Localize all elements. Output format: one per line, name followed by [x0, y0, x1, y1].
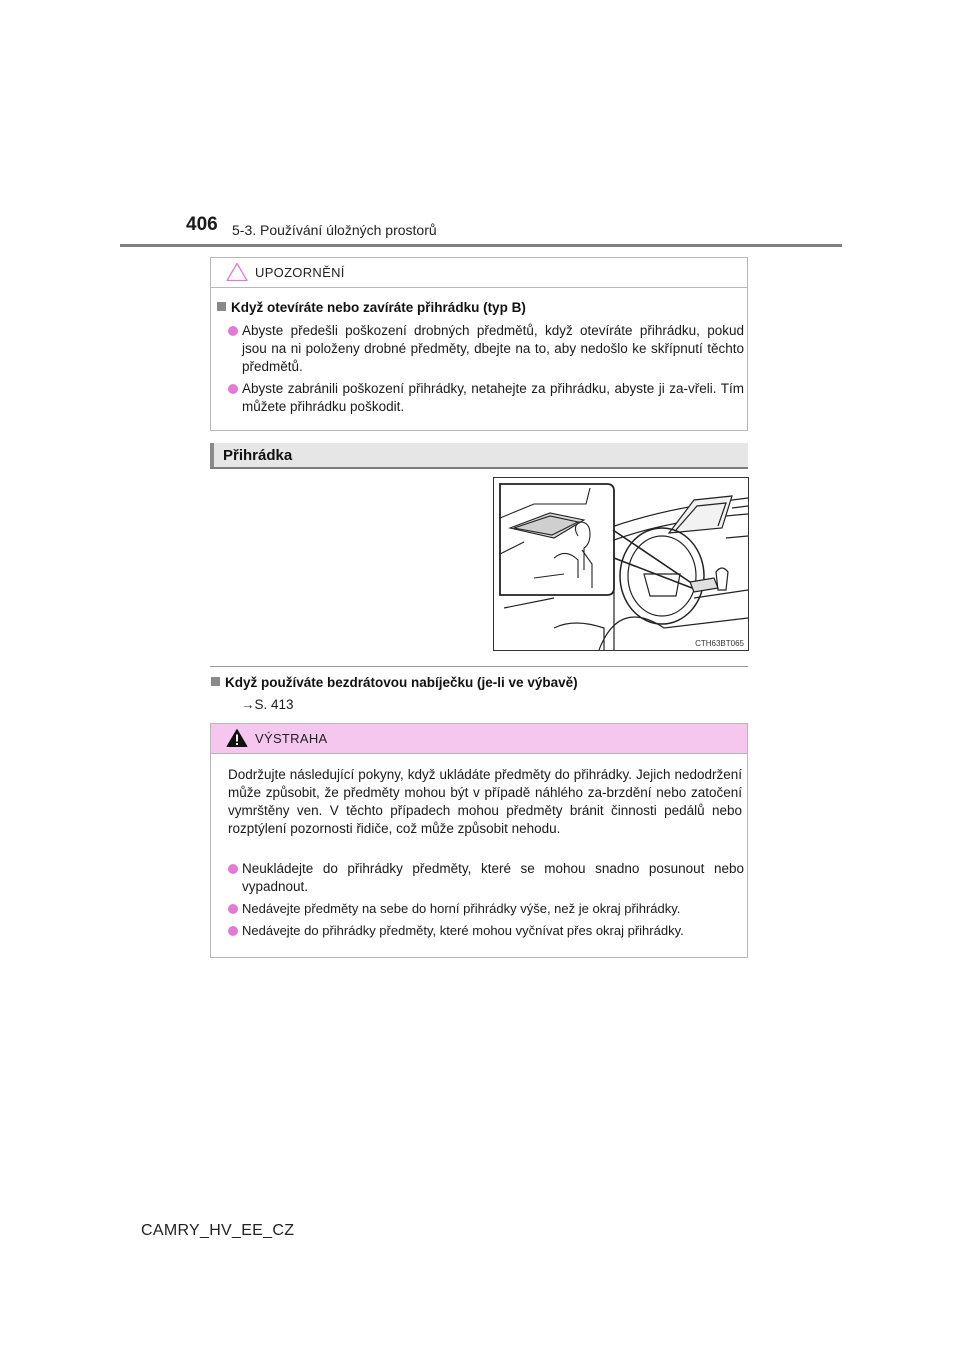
warning-label: VÝSTRAHA: [255, 731, 328, 746]
page-number: 406: [186, 214, 218, 235]
caution-header: [211, 258, 747, 288]
caution-heading: [217, 300, 526, 315]
wireless-heading-text: Když používáte bezdrátovou nabíječku (je-li ve výbavě): [225, 675, 578, 690]
warning-bullet-text: Nedávejte předměty na sebe do horní přihrádky výše, než je okraj přihrádky.: [242, 901, 681, 916]
warning-bullet-text: Nedávejte do přihrádky předměty, které mohou vyčnívat přes okraj přihrádky.: [242, 923, 684, 938]
bullet-dot-icon: [228, 326, 238, 336]
header-rule: [120, 244, 842, 247]
caution-bullet: [228, 322, 744, 376]
warning-bullet: [228, 900, 744, 918]
warning-bullet-text: Neukládejte do přihrádky předměty, které se mohou snadno posunout nebo vypadnout.: [242, 861, 744, 894]
warning-header: [211, 724, 747, 754]
section-bar-accent: [210, 443, 214, 467]
section-title: 5-3. Používání úložných prostorů: [232, 222, 437, 238]
warning-box: [210, 723, 748, 958]
caution-bullet-text: Abyste zabránili poškození přihrádky, netahejte za přihrádku, abyste ji za-vřeli. Tím můžete přihrádku poškodit.: [242, 381, 744, 414]
warning-triangle-icon: [226, 728, 248, 748]
console-drawing: [494, 478, 748, 650]
warning-bullet: [228, 860, 744, 896]
bullet-dot-icon: [228, 864, 238, 874]
footer-code: CAMRY_HV_EE_CZ: [141, 1222, 295, 1239]
divider: [210, 666, 748, 667]
square-bullet-icon: [211, 677, 220, 686]
caution-heading-text: Když otevíráte nebo zavíráte přihrádku (typ B): [231, 300, 526, 315]
figure-code: CTH63BT065: [695, 639, 744, 648]
warning-bullet: [228, 922, 744, 940]
section-bar: [210, 443, 748, 469]
square-bullet-icon: [217, 302, 226, 311]
caution-bullet: [228, 380, 744, 416]
caution-box: [210, 257, 748, 431]
glovebox-illustration: [493, 477, 749, 651]
caution-bullet-text: Abyste předešli poškození drobných předmětů, když otevíráte přihrádku, pokud jsou na ni položeny drobné předměty, dbejte na to, aby nedošlo ke skřípnutí těchto předmětů.: [242, 323, 744, 374]
page-reference-link[interactable]: →S. 413: [241, 697, 294, 712]
bullet-dot-icon: [228, 904, 238, 914]
bullet-dot-icon: [228, 926, 238, 936]
caution-triangle-icon: [226, 262, 248, 282]
caution-label: UPOZORNĚNÍ: [255, 265, 345, 280]
section-bar-title: Přihrádka: [223, 447, 293, 464]
wireless-heading: [211, 675, 578, 690]
warning-intro: Dodržujte následující pokyny, když ukládáte předměty do přihrádky. Jejich nedodržení může způsobit, že předměty mohou být v případě náhlého za-brzdění nebo zatočení vymrštěny ven. V těchto případech mohou předměty bránit činnosti pedálů nebo rozptýlení pozornosti řidiče, což může způsobit nehodu.: [228, 767, 742, 836]
bullet-dot-icon: [228, 384, 238, 394]
